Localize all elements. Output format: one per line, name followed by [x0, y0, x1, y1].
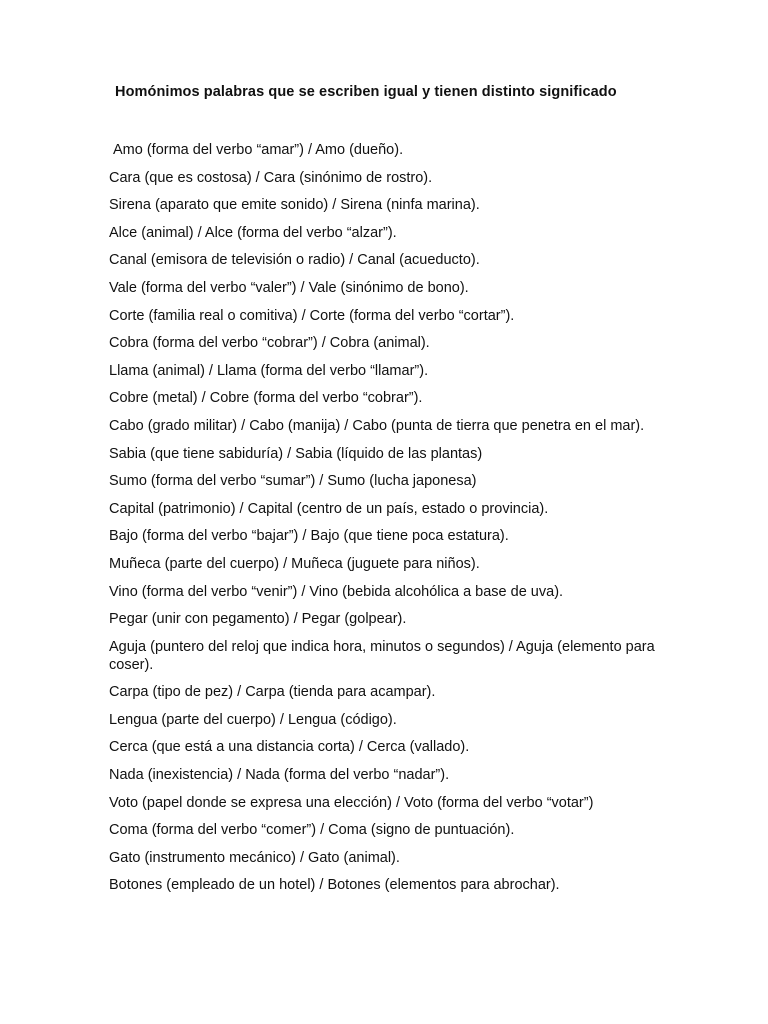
- list-item: Bajo (forma del verbo “bajar”) / Bajo (que tiene poca estatura).: [109, 528, 509, 545]
- homonym-list: [109, 141, 669, 904]
- list-item: Botones (empleado de un hotel) / Botones (elementos para abrochar).: [109, 877, 560, 894]
- list-item: Capital (patrimonio) / Capital (centro de un país, estado o provincia).: [109, 500, 549, 517]
- list-item: Corte (familia real o comitiva) / Corte (forma del verbo “cortar”).: [109, 307, 515, 324]
- list-item: Vino (forma del verbo “venir”) / Vino (bebida alcohólica a base de uva).: [109, 583, 564, 600]
- list-item: Llama (animal) / Llama (forma del verbo “llamar”).: [109, 362, 429, 379]
- document-title: Homónimos palabras que se escriben igual y tienen distinto significado: [115, 84, 617, 100]
- list-item: Sabia (que tiene sabiduría) / Sabia (líquido de las plantas): [109, 445, 483, 462]
- list-item: Sumo (forma del verbo “sumar”) / Sumo (lucha japonesa): [109, 473, 477, 490]
- list-item: Carpa (tipo de pez) / Carpa (tienda para acampar).: [109, 684, 436, 701]
- list-item: Pegar (unir con pegamento) / Pegar (golpear).: [109, 611, 407, 628]
- list-item: Coma (forma del verbo “comer”) / Coma (signo de puntuación).: [109, 822, 515, 839]
- list-item: Gato (instrumento mecánico) / Gato (animal).: [109, 849, 400, 866]
- list-item: Vale (forma del verbo “valer”) / Vale (sinónimo de bono).: [109, 279, 469, 296]
- list-item: Nada (inexistencia) / Nada (forma del verbo “nadar”).: [109, 767, 450, 784]
- list-item: Cobre (metal) / Cobre (forma del verbo “cobrar”).: [109, 390, 423, 407]
- list-item: Cabo (grado militar) / Cabo (manija) / Cabo (punta de tierra que penetra en el mar).: [109, 417, 645, 434]
- list-item: Sirena (aparato que emite sonido) / Sirena (ninfa marina).: [109, 197, 480, 214]
- list-item: Cobra (forma del verbo “cobrar”) / Cobra (animal).: [109, 335, 430, 352]
- list-item: Cara (que es costosa) / Cara (sinónimo de rostro).: [109, 169, 433, 186]
- list-item: Lengua (parte del cuerpo) / Lengua (código).: [109, 711, 397, 728]
- list-item: Aguja (puntero del reloj que indica hora, minutos o segundos) / Aguja (elemento para coser).: [109, 638, 655, 673]
- list-item: Amo (forma del verbo “amar”) / Amo (dueño).: [113, 142, 404, 158]
- list-item: Alce (animal) / Alce (forma del verbo “alzar”).: [109, 224, 397, 241]
- list-item: Canal (emisora de televisión o radio) / Canal (acueducto).: [109, 252, 480, 269]
- list-item: Muñeca (parte del cuerpo) / Muñeca (juguete para niños).: [109, 555, 480, 572]
- list-item: Voto (papel donde se expresa una elección) / Voto (forma del verbo “votar”): [109, 794, 594, 811]
- list-item: Cerca (que está a una distancia corta) / Cerca (vallado).: [109, 739, 470, 756]
